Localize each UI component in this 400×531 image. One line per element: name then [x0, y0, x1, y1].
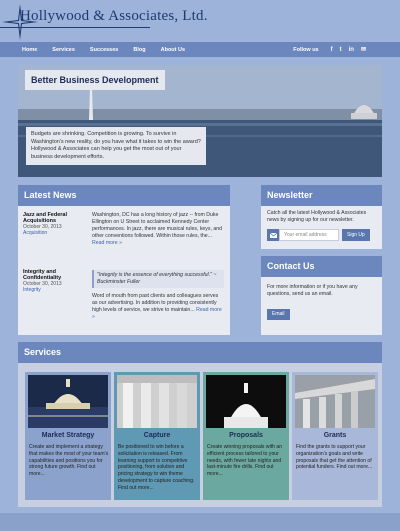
news-item-category[interactable]: Integrity — [23, 287, 41, 293]
hero-title: Better Business Development — [25, 70, 165, 90]
twitter-icon[interactable]: t — [339, 46, 342, 53]
news-item-title[interactable]: Integrity and Confidentiality — [23, 269, 62, 281]
building-facade-image — [295, 375, 375, 428]
service-text: Be positioned to win before a solicitation is released. From learning support to competitive positioning, from solution and pricing strategy to win theme development to capture coaching. Find out more... — [118, 444, 195, 491]
read-more-link[interactable]: Read more » — [92, 240, 122, 246]
main-nav — [0, 42, 400, 57]
newsletter-form — [267, 229, 370, 241]
latest-news-heading: Latest News — [18, 185, 230, 206]
newsletter-panel — [261, 185, 382, 249]
sign-up-button[interactable]: Sign Up — [342, 229, 370, 241]
nav-item-blog[interactable]: Blog — [133, 46, 146, 53]
nav-item-home[interactable]: Home — [22, 46, 38, 53]
nav-item-successes[interactable]: Successes — [89, 46, 119, 53]
service-title: Grants — [323, 432, 347, 439]
news-item-body — [92, 270, 224, 321]
service-card-market-strategy[interactable] — [25, 372, 111, 500]
newsletter-heading: Newsletter — [261, 185, 382, 206]
news-quote: "Integrity is the essence of everything successful." ~ Buckminster Fuller — [92, 270, 224, 288]
news-item-body — [92, 212, 224, 247]
site-header — [0, 0, 400, 40]
newsletter-text: Catch all the latest Hollywood & Associates news by signing up for our newsletter. — [267, 210, 367, 223]
news-item-date: October 30, 2013 — [23, 281, 62, 287]
services-heading: Services — [18, 342, 382, 363]
email-icon[interactable]: ✉ — [360, 47, 366, 53]
email-input[interactable]: Your email address — [279, 229, 339, 241]
contact-heading: Contact Us — [261, 256, 382, 277]
service-text: Find the grants to support your organization's goals and write proposals that get the attention of potential funders. Find out more... — [296, 444, 373, 471]
nav-item-services[interactable]: Services — [52, 46, 75, 53]
news-item-meta — [23, 269, 85, 293]
news-item-text: Word of mouth from past clients and colleagues serves as our advertising. In addition to providing consistently high levels of service, we strive to maintain... — [92, 293, 219, 313]
service-card-proposals[interactable] — [203, 372, 289, 500]
service-title: Proposals — [229, 432, 263, 439]
linkedin-icon[interactable]: in — [348, 46, 354, 53]
site-footer — [0, 513, 400, 531]
logo-underline — [0, 27, 150, 28]
service-title: Capture — [143, 432, 171, 439]
hero-text: Budgets are shrinking. Competition is growing. To survive in Washington's new reality, do you have what it takes to win the award? Hollywood & Associates can help you get the most out of your business development efforts. — [26, 127, 206, 165]
latest-news-panel — [18, 185, 230, 335]
site-logo-text[interactable]: Hollywood & Associates, Ltd. — [20, 8, 208, 24]
news-item-meta — [23, 212, 85, 236]
news-item-text: Washington, DC has a long history of jazz -- from Duke Ellington on U Street to acclaimed Kennedy Center performances. In jazz, there are musical rules, keys, and other conventions followed. Within those rules, the... — [92, 212, 223, 239]
envelope-icon — [267, 229, 279, 241]
news-item-title[interactable]: Jazz and Federal Acquisitions — [23, 212, 68, 224]
service-card-capture[interactable] — [114, 372, 200, 500]
email-button[interactable]: Email — [267, 309, 290, 320]
service-card-grants[interactable] — [292, 372, 378, 500]
columns-image — [117, 375, 197, 428]
hero-banner — [18, 65, 382, 177]
news-item-category[interactable]: Acquisition — [23, 230, 48, 236]
capitol-night-image — [28, 375, 108, 428]
follow-label: Follow us — [293, 46, 319, 53]
services-panel — [18, 342, 382, 507]
news-item-date: October 30, 2013 — [23, 224, 62, 230]
nav-item-about-us[interactable]: About Us — [160, 46, 186, 53]
service-title: Market Strategy — [41, 432, 95, 439]
service-text: Create and implement a strategy that makes the most of your team's capabilities and positions you for strong future growth. Find out more... — [29, 444, 109, 478]
follow-us — [293, 42, 366, 57]
contact-text: For more information or if you have any questions, send us an email. — [267, 284, 358, 297]
capitol-dome-image — [206, 375, 286, 428]
read-more-link[interactable]: Read more » — [92, 307, 222, 320]
service-text: Create winning proposals with an efficient process tailored to your needs, with fewer late nights and last-minute fire drills. Find out more... — [207, 444, 283, 478]
facebook-icon[interactable]: f — [330, 46, 333, 53]
contact-panel — [261, 256, 382, 335]
